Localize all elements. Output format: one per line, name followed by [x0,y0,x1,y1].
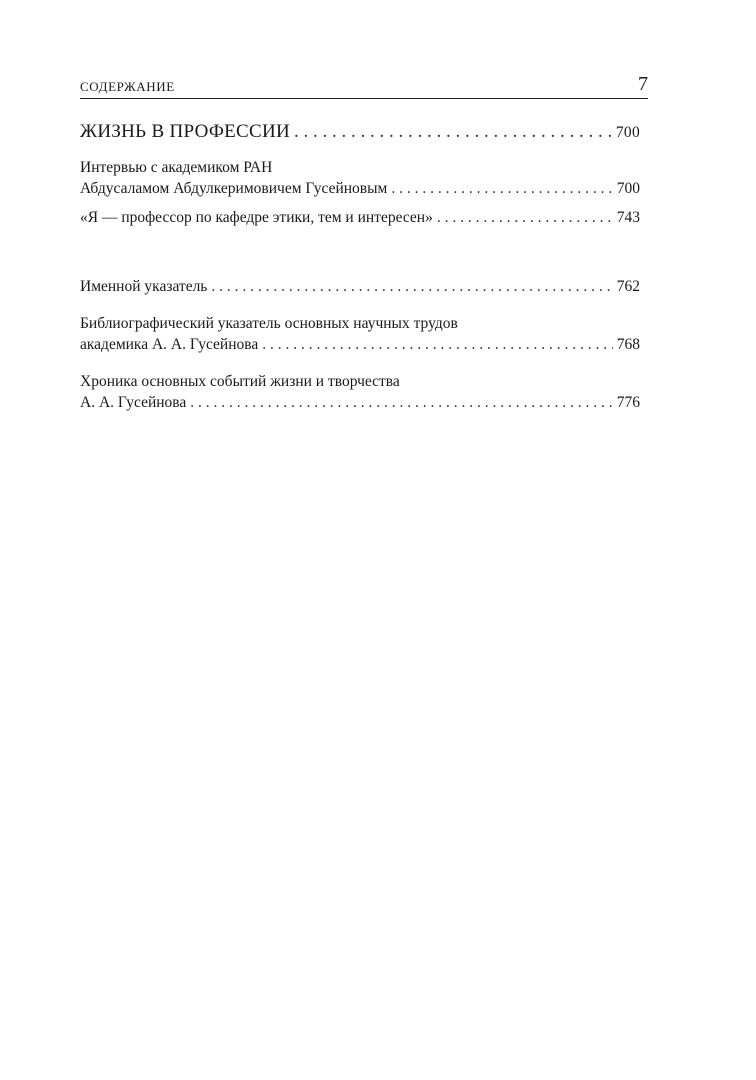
toc-page-number: 700 [615,124,640,141]
dot-leader [262,334,612,355]
toc-entry-name-index[interactable] [80,276,640,297]
toc-page-number: 762 [616,278,640,295]
toc-page-number: 768 [616,336,640,353]
toc-entry-title-line: Хроника основных событий жизни и творчества [80,373,400,390]
toc-entry-chronicle[interactable] [80,371,640,413]
toc-section-title: ЖИЗНЬ В ПРОФЕССИИ [80,121,291,142]
toc-entry-title: «Я — профессор по кафедре этики, тем и интересен» [80,209,433,226]
toc-entry-title-line: академика А. А. Гусейнова [80,336,259,353]
toc-entry-title: Именной указатель [80,278,208,295]
toc-entry-title-line: Интервью с академиком РАН [80,159,273,176]
table-of-contents [80,120,640,413]
toc-entry-title-line: Абдусаламом Абдулкеримовичем Гусейновым [80,180,388,197]
dot-leader [294,120,612,144]
dot-leader [190,392,612,413]
dot-leader [211,276,612,297]
page-number: 7 [638,73,648,95]
toc-entry-professor[interactable] [80,207,640,228]
dot-leader [391,178,612,199]
toc-entry-title-line: Библиографический указатель основных научных трудов [80,315,458,332]
toc-page-number: 743 [616,209,640,226]
toc-entry-title-line: А. А. Гусейнова [80,394,187,411]
toc-page-number: 700 [616,180,640,197]
running-title: СОДЕРЖАНИЕ [80,79,175,94]
toc-entry-bibliography[interactable] [80,313,640,355]
running-head [80,72,648,99]
toc-page-number: 776 [616,394,640,411]
toc-entry-interview[interactable] [80,157,640,199]
toc-entry-section[interactable] [80,120,640,145]
dot-leader [437,207,613,228]
